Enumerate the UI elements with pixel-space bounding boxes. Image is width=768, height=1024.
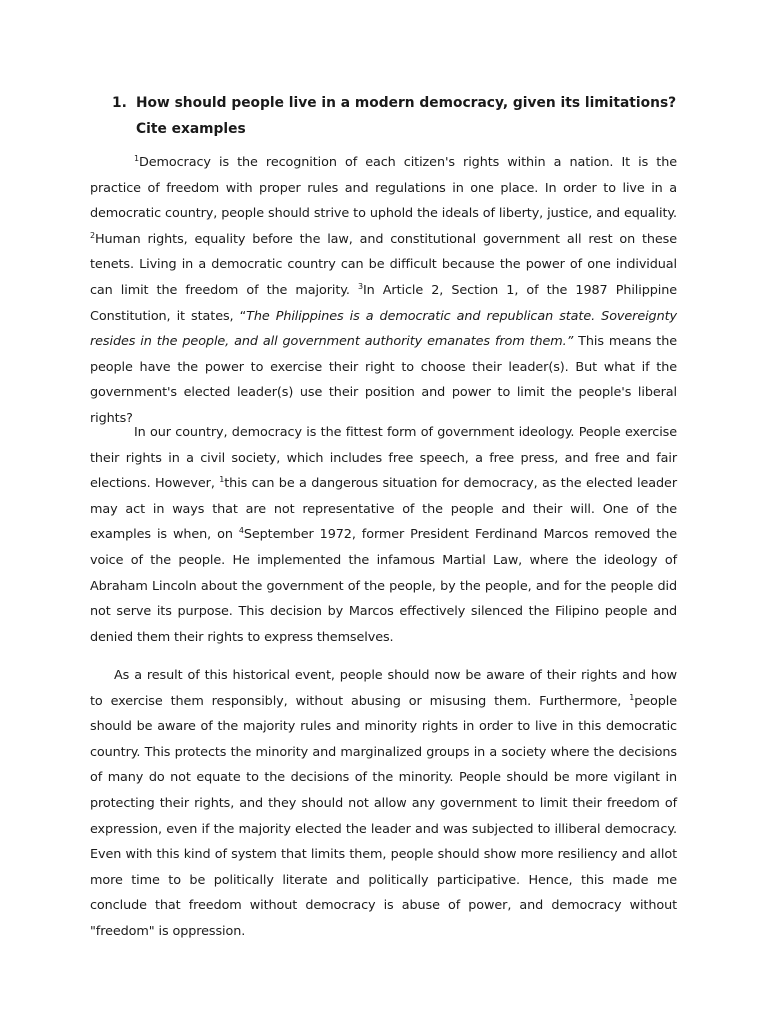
paragraph-1-text: This means the people have the power to exercise their right to choose their leader(s). But what if the government's elected leader(s) use their position and power to limit the people's liberal rights? xyxy=(90,334,677,426)
question-text: How should people live in a modern democracy, given its limitations? Cite examples xyxy=(136,95,677,137)
paragraph-1 xyxy=(90,150,677,432)
question-number: 1. xyxy=(112,95,127,111)
paragraph-2-text: this can be a dangerous situation for democracy, as the elected leader may act in ways that are not representative of the people and their will. One of the examples is when, on xyxy=(90,476,677,543)
footnote-ref: 3 xyxy=(357,281,363,291)
paragraph-1-text: In Article 2, Section 1, of the 1987 Philippine Constitution, it states, “ xyxy=(90,282,677,324)
paragraph-2-text: September 1972, former President Ferdinand Marcos removed the voice of the people. He implemented the infamous Martial Law, where the ideology of Abraham Lincoln about the government of the people, by the people, and for the people did not serve its purpose. This decision by Marcos effectively silenced the Filipino people and denied them their rights to express themselves. xyxy=(90,527,678,645)
paragraph-3-text: As a result of this historical event, people should now be aware of their rights and how to exercise them responsibly, without abusing or misusing them. Furthermore, xyxy=(90,668,677,709)
paragraph-1-text: Human rights, equality before the law, and constitutional government all rest on these tenets. Living in a democratic country can be difficult because the power of one individual can limit the freedom of the majority. xyxy=(90,231,677,298)
paragraph-1-text: Democracy is the recognition of each citizen's rights within a nation. It is the practice of freedom with proper rules and regulations in one place. In order to live in a democratic country, people should strive to uphold the ideals of liberty, justice, and equality. xyxy=(90,155,677,222)
paragraph-2 xyxy=(90,420,677,650)
footnote-ref: 1 xyxy=(219,475,225,485)
footnote-ref: 4 xyxy=(238,526,244,536)
question-heading xyxy=(112,90,682,142)
constitution-quote: The Philippines is a democratic and republican state. Sovereignty resides in the people, and all government authority emanates from them.” xyxy=(90,308,677,350)
footnote-ref: 1 xyxy=(134,154,139,163)
footnote-ref: 1 xyxy=(629,692,635,702)
paragraph-2-text: In our country, democracy is the fittest form of government ideology. People exercise their rights in a civil society, which includes free speech, a free press, and free and fair elections. However, xyxy=(90,425,677,492)
paragraph-3-text: people should be aware of the majority rules and minority rights in order to live in this democratic country. This protects the minority and marginalized groups in a society where the decisions of many do not equate to the decisions of the minority. People should be more vigilant in protecting their rights, and they should not allow any government to limit their freedom of expression, even if the majority elected the leader and was subjected to illiberal democracy. Even with this kind of system that limits them, people should show more resiliency and allot more time to be politically literate and politically participative. Hence, this made me conclude that freedom without democracy is abuse of power, and democracy without "freedom" is oppression. xyxy=(90,693,677,939)
paragraph-3 xyxy=(90,663,677,945)
footnote-ref: 2 xyxy=(90,230,95,240)
